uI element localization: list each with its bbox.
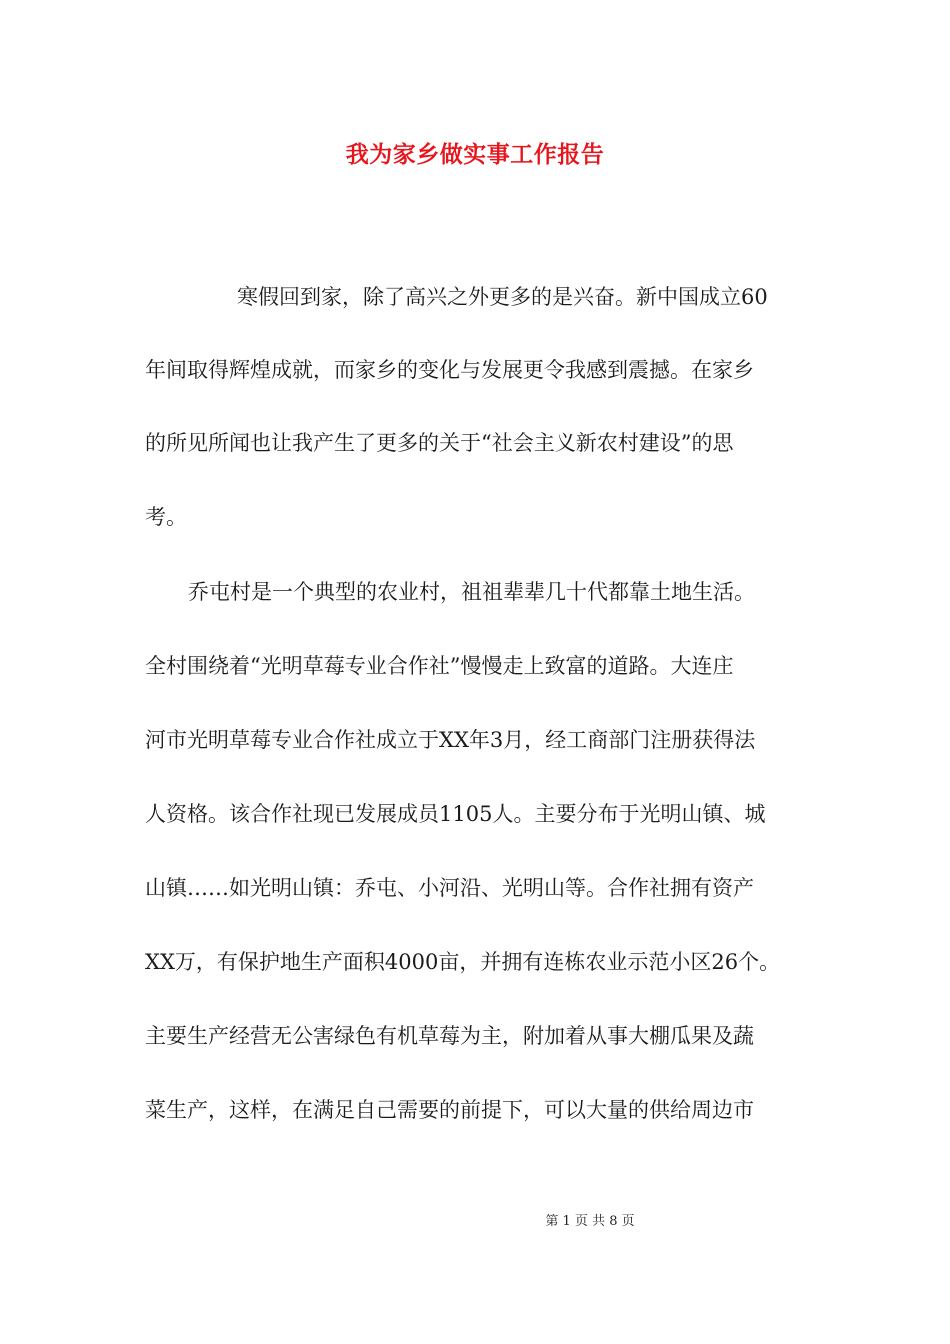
paragraph-line: 考。 [145,505,187,529]
paragraph-line: 主要生产经营无公害绿色有机草莓为主，附加着从事大棚瓜果及蔬 [145,1024,754,1048]
page-number-footer: 第 1 页 共 8 页 [545,1214,635,1229]
paragraph-line: 全村围绕着“光明草莓专业合作社”慢慢走上致富的道路。大连庄 [145,654,734,678]
document-title: 我为家乡做实事工作报告 [345,141,605,168]
paragraph-line: 寒假回到家，除了高兴之外更多的是兴奋。新中国成立60 [237,285,768,309]
paragraph-line: 乔屯村是一个典型的农业村，祖祖辈辈几十代都靠土地生活。 [188,580,755,604]
paragraph-line: 的所见所闻也让我产生了更多的关于“社会主义新农村建设”的思 [145,431,734,455]
paragraph-line: 人资格。该合作社现已发展成员1105人。主要分布于光明山镇、城 [145,802,766,826]
paragraph-line: 山镇……如光明山镇：乔屯、小河沿、光明山等。合作社拥有资产 [145,876,754,900]
paragraph-line: 菜生产，这样，在满足自己需要的前提下，可以大量的供给周边市 [145,1098,754,1122]
paragraph-line: 河市光明草莓专业合作社成立于XX年3月，经工商部门注册获得法 [145,728,756,752]
paragraph-line: 年间取得辉煌成就，而家乡的变化与发展更令我感到震撼。在家乡 [145,358,754,382]
paragraph-line: XX万，有保护地生产面积4000亩，并拥有连栋农业示范小区26个。 [145,950,781,974]
